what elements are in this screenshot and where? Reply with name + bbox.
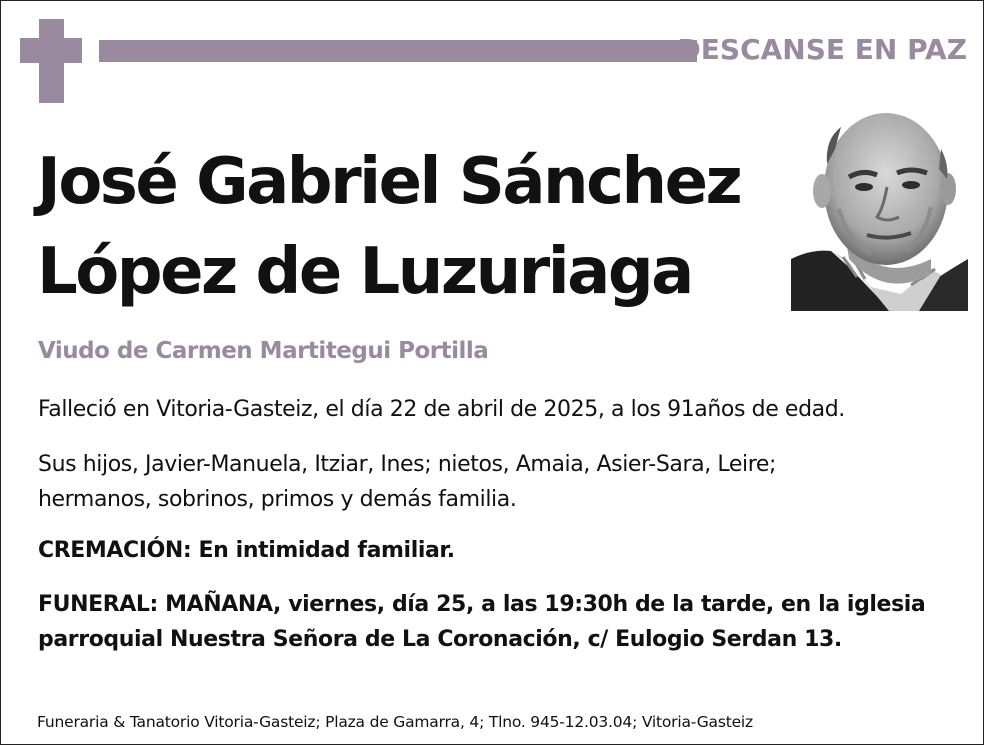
family-line1: Sus hijos, Javier-Manuela, Itziar, Ines; nietos, Amaia, Asier-Sara, Leire; — [38, 452, 777, 477]
funeral-line2: parroquial Nuestra Señora de La Coronación, c/ Eulogio Serdan 13. — [38, 627, 842, 652]
deceased-name-line1: José Gabriel Sánchez — [37, 145, 741, 219]
deceased-name-line2: López de Luzuriaga — [37, 235, 692, 309]
death-notice: Falleció en Vitoria-Gasteiz, el día 22 de abril de 2025, a los 91años de edad. — [38, 397, 845, 422]
family-line2: hermanos, sobrinos, primos y demás familia. — [38, 487, 517, 512]
family-paragraph — [38, 447, 776, 517]
header-bar — [99, 40, 697, 62]
deceased-name — [37, 137, 740, 317]
funeral-home-footer: Funeraria & Tanatorio Vitoria-Gasteiz; Plaza de Gamarra, 4; Tlno. 945-12.03.04; Vitoria-Gasteiz — [37, 713, 753, 731]
cremation-notice: CREMACIÓN: En intimidad familiar. — [38, 538, 455, 563]
header-title: DESCANSE EN PAZ — [677, 33, 967, 66]
deceased-portrait — [791, 109, 968, 311]
widow-of: Viudo de Carmen Martitegui Portilla — [38, 338, 489, 364]
funeral-line1: FUNERAL: MAÑANA, viernes, día 25, a las 19:30h de la tarde, en la iglesia — [38, 592, 926, 617]
funeral-paragraph — [38, 587, 925, 657]
